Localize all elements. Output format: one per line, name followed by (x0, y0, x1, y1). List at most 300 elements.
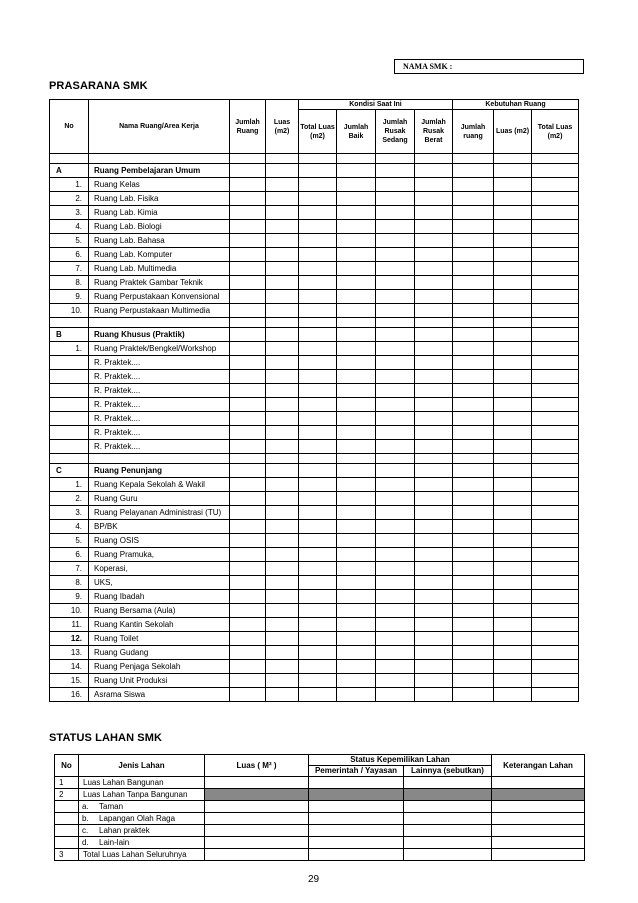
empty-cell (299, 398, 337, 412)
empty-cell (453, 398, 494, 412)
row-number: 1. (50, 342, 89, 356)
empty-cell (337, 384, 376, 398)
empty-cell (415, 164, 453, 178)
empty-cell (299, 440, 337, 454)
empty-cell (376, 534, 415, 548)
empty-cell (494, 192, 532, 206)
lahan-name: Lapangan Olah Raga (99, 814, 176, 823)
empty-cell (299, 356, 337, 370)
empty-cell (415, 248, 453, 262)
empty-cell (299, 276, 337, 290)
lahan-no (55, 837, 79, 849)
empty-cell (494, 478, 532, 492)
group-row (50, 328, 579, 342)
empty-cell (337, 454, 376, 464)
empty-cell (532, 590, 579, 604)
table-row (50, 632, 579, 646)
col-keb-luas: Luas (m2) (494, 110, 532, 154)
table-row (50, 304, 579, 318)
lahan-name: Total Luas Lahan Seluruhnya (79, 849, 205, 861)
row-number: 9. (50, 290, 89, 304)
row-number: 15. (50, 674, 89, 688)
empty-cell (309, 777, 404, 789)
table-row (50, 674, 579, 688)
empty-cell (266, 604, 299, 618)
empty-cell (415, 454, 453, 464)
empty-cell (415, 440, 453, 454)
empty-cell (453, 178, 494, 192)
empty-cell (494, 178, 532, 192)
empty-cell (532, 164, 579, 178)
empty-cell (532, 646, 579, 660)
empty-cell (415, 384, 453, 398)
empty-cell (532, 248, 579, 262)
row-name: Ruang Lab. Fisika (89, 192, 230, 206)
empty-cell (299, 234, 337, 248)
empty-cell (494, 674, 532, 688)
empty-cell (532, 398, 579, 412)
empty-cell (230, 646, 266, 660)
empty-cell (532, 262, 579, 276)
empty-cell (494, 646, 532, 660)
table-row (50, 440, 579, 454)
table-row (50, 576, 579, 590)
empty-cell (230, 632, 266, 646)
row-name: Ruang Unit Produksi (89, 674, 230, 688)
empty-cell (532, 688, 579, 702)
empty-cell (266, 318, 299, 328)
lahan-name: Lain-lain (99, 838, 130, 847)
empty-cell (299, 618, 337, 632)
empty-cell (299, 304, 337, 318)
empty-cell (376, 618, 415, 632)
row-name: BP/BK (89, 520, 230, 534)
empty-cell (337, 276, 376, 290)
empty-cell (230, 562, 266, 576)
empty-cell (376, 492, 415, 506)
empty-cell (230, 674, 266, 688)
empty-cell (337, 178, 376, 192)
empty-cell (299, 370, 337, 384)
empty-cell (230, 234, 266, 248)
col-status-group: Status Kepemilikan Lahan (309, 755, 492, 766)
empty-cell (415, 234, 453, 248)
empty-cell (337, 478, 376, 492)
empty-cell (266, 688, 299, 702)
row-name: Ruang Toilet (89, 632, 230, 646)
empty-cell (494, 276, 532, 290)
empty-cell (415, 604, 453, 618)
empty-cell (205, 825, 309, 837)
empty-cell (337, 618, 376, 632)
table-row (50, 688, 579, 702)
empty-cell (230, 478, 266, 492)
col-jumlah-ruang: Jumlah Ruang (230, 100, 266, 154)
row-number: 2. (50, 492, 89, 506)
table-row (50, 192, 579, 206)
empty-cell (266, 178, 299, 192)
empty-cell (453, 328, 494, 342)
row-number: 3. (50, 206, 89, 220)
row-number: 13. (50, 646, 89, 660)
empty-cell (494, 318, 532, 328)
empty-cell (376, 304, 415, 318)
empty-cell (266, 276, 299, 290)
empty-cell (415, 464, 453, 478)
empty-cell (453, 506, 494, 520)
lahan-row (55, 825, 585, 837)
empty-cell (230, 590, 266, 604)
group-code: B (50, 328, 89, 342)
empty-cell (494, 454, 532, 464)
row-name: Ruang Perpustakaan Konvensional (89, 290, 230, 304)
empty-cell (494, 398, 532, 412)
empty-cell (453, 688, 494, 702)
table-row (50, 534, 579, 548)
empty-cell (230, 304, 266, 318)
empty-cell (492, 813, 585, 825)
row-number: 6. (50, 548, 89, 562)
empty-cell (494, 440, 532, 454)
empty-cell (494, 660, 532, 674)
empty-cell (415, 534, 453, 548)
col-kondisi-group: Kondisi Saat Ini (299, 100, 453, 110)
empty-cell (230, 412, 266, 426)
group-name: Ruang Khusus (Praktik) (89, 328, 230, 342)
empty-cell (309, 801, 404, 813)
table-row (50, 234, 579, 248)
empty-cell (337, 562, 376, 576)
table-row (50, 356, 579, 370)
empty-cell (532, 192, 579, 206)
empty-cell (230, 492, 266, 506)
empty-cell (266, 398, 299, 412)
empty-cell (453, 520, 494, 534)
nama-smk-box (394, 59, 584, 74)
lahan-sub-letter: c. (82, 826, 89, 835)
empty-cell (309, 813, 404, 825)
table-row (50, 262, 579, 276)
empty-cell (266, 562, 299, 576)
empty-cell (266, 478, 299, 492)
empty-cell (494, 576, 532, 590)
empty-cell (266, 618, 299, 632)
empty-cell (89, 454, 230, 464)
empty-cell (266, 548, 299, 562)
empty-cell (494, 356, 532, 370)
empty-cell (415, 576, 453, 590)
empty-cell (453, 562, 494, 576)
row-name: R. Praktek.... (89, 356, 230, 370)
table-row (50, 604, 579, 618)
empty-cell (376, 370, 415, 384)
empty-cell (299, 178, 337, 192)
empty-cell (453, 604, 494, 618)
row-number: 10. (50, 604, 89, 618)
row-number: 14. (50, 660, 89, 674)
empty-cell (230, 262, 266, 276)
empty-cell (266, 304, 299, 318)
empty-cell (376, 220, 415, 234)
empty-cell (415, 660, 453, 674)
table-row (50, 660, 579, 674)
lahan-no: 1 (55, 777, 79, 789)
empty-cell (376, 576, 415, 590)
empty-cell (266, 590, 299, 604)
empty-cell (376, 398, 415, 412)
empty-cell (453, 206, 494, 220)
row-name: Ruang Kepala Sekolah & Wakil (89, 478, 230, 492)
row-number: 6. (50, 248, 89, 262)
empty-cell (230, 248, 266, 262)
empty-cell (494, 548, 532, 562)
empty-cell (266, 506, 299, 520)
row-name: Ruang Ibadah (89, 590, 230, 604)
lahan-row (55, 777, 585, 789)
table-row (50, 370, 579, 384)
table-row (50, 276, 579, 290)
empty-cell (494, 304, 532, 318)
empty-cell (299, 478, 337, 492)
prasarana-table (49, 99, 579, 702)
empty-cell (453, 660, 494, 674)
lahan-no: 2 (55, 789, 79, 801)
lahan-name: Taman (99, 802, 124, 811)
row-number: 3. (50, 506, 89, 520)
empty-cell (494, 248, 532, 262)
row-name: R. Praktek.... (89, 412, 230, 426)
empty-cell (404, 813, 492, 825)
empty-cell (415, 562, 453, 576)
empty-cell (337, 234, 376, 248)
empty-cell (453, 234, 494, 248)
empty-cell (266, 248, 299, 262)
empty-cell (266, 660, 299, 674)
table-row (50, 478, 579, 492)
empty-cell (337, 370, 376, 384)
shaded-cell (404, 789, 492, 801)
row-number: 8. (50, 576, 89, 590)
row-number (50, 384, 89, 398)
empty-cell (337, 318, 376, 328)
empty-cell (89, 154, 230, 164)
empty-cell (404, 777, 492, 789)
empty-cell (230, 206, 266, 220)
empty-cell (376, 440, 415, 454)
empty-cell (376, 206, 415, 220)
empty-cell (532, 220, 579, 234)
row-name: UKS, (89, 576, 230, 590)
blank-row (50, 454, 579, 464)
empty-cell (453, 262, 494, 276)
empty-cell (532, 618, 579, 632)
empty-cell (453, 548, 494, 562)
empty-cell (309, 849, 404, 861)
empty-cell (376, 178, 415, 192)
empty-cell (205, 837, 309, 849)
row-name: R. Praktek.... (89, 426, 230, 440)
empty-cell (532, 604, 579, 618)
table-row (50, 206, 579, 220)
empty-cell (266, 454, 299, 464)
empty-cell (532, 356, 579, 370)
empty-cell (299, 534, 337, 548)
row-number: 5. (50, 534, 89, 548)
row-name: Ruang Kelas (89, 178, 230, 192)
empty-cell (453, 370, 494, 384)
empty-cell (266, 370, 299, 384)
empty-cell (337, 220, 376, 234)
empty-cell (230, 440, 266, 454)
empty-cell (230, 154, 266, 164)
empty-cell (532, 440, 579, 454)
table-row (50, 646, 579, 660)
empty-cell (494, 220, 532, 234)
empty-cell (494, 520, 532, 534)
empty-cell (532, 426, 579, 440)
empty-cell (376, 248, 415, 262)
row-number: 7. (50, 262, 89, 276)
empty-cell (337, 604, 376, 618)
empty-cell (337, 206, 376, 220)
row-name: Asrama Siswa (89, 688, 230, 702)
empty-cell (532, 454, 579, 464)
empty-cell (415, 192, 453, 206)
empty-cell (453, 318, 494, 328)
col-lainnya: Lainnya (sebutkan) (404, 766, 492, 777)
empty-cell (415, 356, 453, 370)
empty-cell (415, 328, 453, 342)
empty-cell (532, 674, 579, 688)
row-name: Ruang Lab. Multimedia (89, 262, 230, 276)
empty-cell (266, 206, 299, 220)
empty-cell (492, 801, 585, 813)
empty-cell (453, 356, 494, 370)
lahan-name-cell (79, 825, 205, 837)
row-number (50, 412, 89, 426)
col-luas: Luas (m2) (266, 100, 299, 154)
empty-cell (376, 290, 415, 304)
empty-cell (492, 825, 585, 837)
empty-cell (532, 562, 579, 576)
nama-smk-label: NAMA SMK : (403, 62, 453, 71)
empty-cell (415, 154, 453, 164)
empty-cell (376, 520, 415, 534)
empty-cell (376, 646, 415, 660)
empty-cell (337, 632, 376, 646)
lahan-name-cell (79, 813, 205, 825)
empty-cell (494, 618, 532, 632)
empty-cell (230, 506, 266, 520)
row-number: 8. (50, 276, 89, 290)
row-name: R. Praktek.... (89, 370, 230, 384)
empty-cell (299, 674, 337, 688)
row-number: 2. (50, 192, 89, 206)
empty-cell (494, 164, 532, 178)
empty-cell (230, 178, 266, 192)
lahan-no (55, 825, 79, 837)
empty-cell (376, 262, 415, 276)
empty-cell (494, 590, 532, 604)
col-jumlah-rusak-sedang: Jumlah Rusak Sedang (376, 110, 415, 154)
empty-cell (230, 342, 266, 356)
empty-cell (299, 492, 337, 506)
empty-cell (404, 837, 492, 849)
status-lahan-title: STATUS LAHAN SMK (49, 732, 163, 744)
empty-cell (337, 328, 376, 342)
row-name: Ruang Praktek/Bengkel/Workshop (89, 342, 230, 356)
empty-cell (337, 492, 376, 506)
row-number: 11. (50, 618, 89, 632)
empty-cell (376, 506, 415, 520)
empty-cell (453, 342, 494, 356)
empty-cell (494, 506, 532, 520)
empty-cell (266, 342, 299, 356)
table-row (50, 520, 579, 534)
empty-cell (453, 632, 494, 646)
empty-cell (299, 562, 337, 576)
row-number: 4. (50, 520, 89, 534)
empty-cell (532, 318, 579, 328)
group-row (50, 164, 579, 178)
row-number: 10. (50, 304, 89, 318)
empty-cell (453, 646, 494, 660)
empty-cell (494, 412, 532, 426)
empty-cell (376, 562, 415, 576)
row-name: Ruang Pelayanan Administrasi (TU) (89, 506, 230, 520)
empty-cell (453, 220, 494, 234)
group-code: C (50, 464, 89, 478)
empty-cell (230, 604, 266, 618)
empty-cell (415, 342, 453, 356)
empty-cell (230, 454, 266, 464)
empty-cell (494, 426, 532, 440)
col-jumlah-baik: Jumlah Baik (337, 110, 376, 154)
empty-cell (376, 318, 415, 328)
empty-cell (492, 837, 585, 849)
empty-cell (494, 492, 532, 506)
lahan-no (55, 813, 79, 825)
group-name: Ruang Pembelajaran Umum (89, 164, 230, 178)
empty-cell (230, 290, 266, 304)
empty-cell (337, 464, 376, 478)
empty-cell (376, 192, 415, 206)
empty-cell (230, 618, 266, 632)
status-lahan-table (54, 754, 585, 861)
table-row (50, 290, 579, 304)
empty-cell (337, 262, 376, 276)
empty-cell (494, 262, 532, 276)
empty-cell (309, 837, 404, 849)
empty-cell (415, 398, 453, 412)
empty-cell (337, 398, 376, 412)
empty-cell (230, 318, 266, 328)
empty-cell (337, 590, 376, 604)
empty-cell (299, 426, 337, 440)
table-row (50, 412, 579, 426)
empty-cell (299, 384, 337, 398)
empty-cell (299, 164, 337, 178)
empty-cell (404, 849, 492, 861)
empty-cell (415, 632, 453, 646)
empty-cell (230, 384, 266, 398)
empty-cell (453, 248, 494, 262)
empty-cell (415, 206, 453, 220)
empty-cell (453, 192, 494, 206)
empty-cell (453, 412, 494, 426)
empty-cell (266, 220, 299, 234)
empty-cell (532, 328, 579, 342)
